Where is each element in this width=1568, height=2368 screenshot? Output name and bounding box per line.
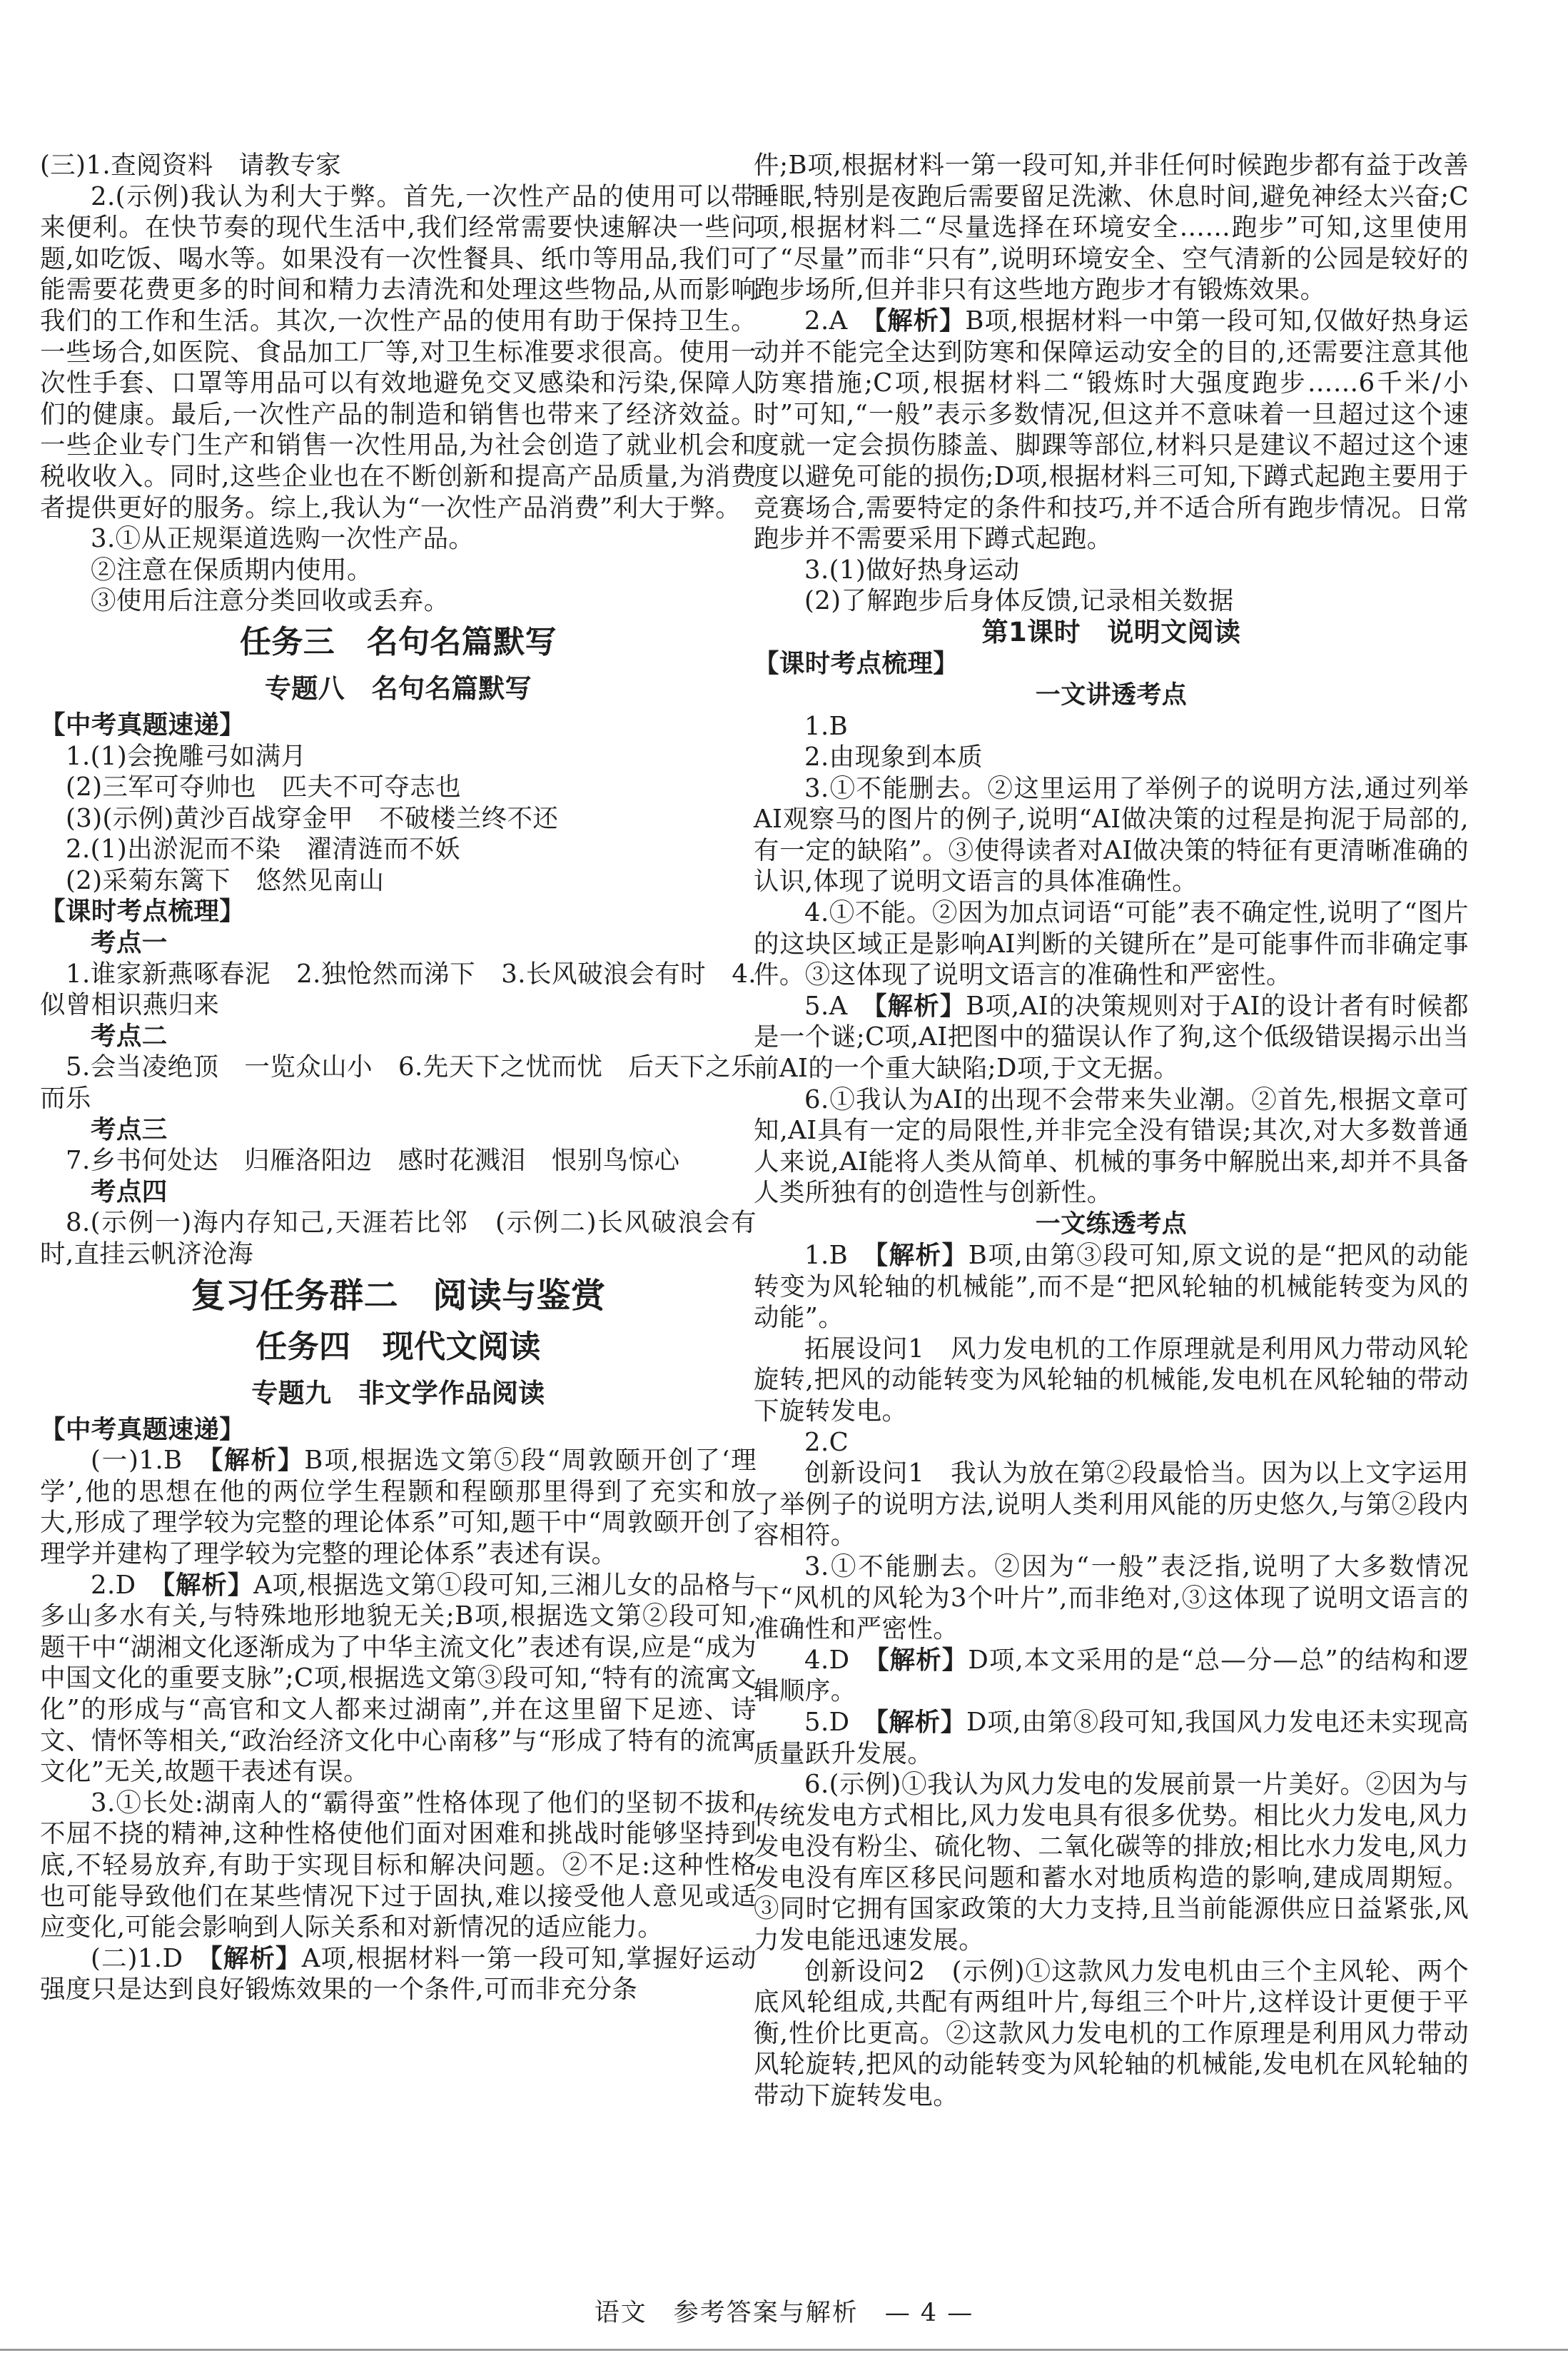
answer-paragraph: (2)了解跑步后身体反馈,记录相关数据 [804, 586, 1234, 616]
answer-line: 2.(1)出淤泥而不染 濯清涟而不妖 [66, 835, 460, 865]
analysis-label: 【解析】 [874, 306, 966, 336]
answer-line: (2)采菊东篱下 悠然见南山 [66, 865, 385, 895]
page-footer: 语文 参考答案与解析 — 4 — [594, 2299, 974, 2327]
analysis-label: 【解析】 [162, 1570, 254, 1600]
answer-paragraph: 2.由现象到本质 [804, 742, 983, 772]
key-point-label: 考点二 [91, 1021, 168, 1051]
section-tag: 【中考真题速递】 [40, 710, 246, 740]
analysis-text: B项,根据材料一中第一段可知,仅做好热身运动并不能完全达到防寒和保障运动安全的目的,还需要注意其他防寒措施;C项,根据材料二“锻炼时大强度跑步……6千米/小时”可知,“一般”表示多数情况,但这并不意味着一旦超过这个速度就一定会损伤膝盖、脚踝等部位,材料只是建议不超过这个速度以避免可能的损伤;D项,根据材料三可知,下蹲式起跑主要用于竞赛场合,需要特定的条件和技巧,并不适合所有跑步情况。日常跑步并不需要采用下蹲式起跑。 [754, 306, 1470, 554]
topic-heading: 专题九 非文学作品阅读 [251, 1377, 545, 1409]
answer-paragraph: 1.B [804, 711, 849, 741]
answer-paragraph: 3.①不能删去。②因为“一般”表泛指,说明了大多数情况下“风机的风轮为3个叶片”,而非绝对,③这体现了说明文语言的准确性和严密性。 [754, 1551, 1469, 1644]
task-group-heading: 复习任务群二 阅读与鉴赏 [191, 1275, 606, 1316]
task-heading: 任务四 现代文阅读 [256, 1328, 541, 1365]
section-tag: 【课时考点梳理】 [754, 648, 959, 678]
answer-line: 1.(1)会挽雕弓如满月 [66, 741, 307, 771]
answer-paragraph [40, 1445, 757, 1569]
analysis-text: D项,本文采用的是“总—分—总”的结构和逻辑顺序。 [754, 1645, 1470, 1706]
key-point-label: 考点四 [91, 1177, 168, 1206]
answer-line: 1.谁家新燕啄春泥 2.独怆然而涕下 3.长风破浪会有时 4.似曾相识燕归来 [40, 959, 757, 1020]
subsection-heading: 一文练透考点 [1035, 1210, 1188, 1239]
analysis-label: 【解析】 [210, 1446, 305, 1476]
analysis-text: D项,由第⑧段可知,我国风力发电还未实现高质量跃升发展。 [754, 1707, 1469, 1768]
answer-paragraph: 拓展设问1 风力发电机的工作原理就是利用风力带动风轮旋转,把风的动能转变为风轮轴的机械能,发电机在风轮轴的带动下旋转发电。 [754, 1334, 1469, 1426]
answer-paragraph [40, 1943, 757, 2005]
analysis-label: 【解析】 [874, 991, 966, 1021]
answer-label: 5.A [804, 991, 874, 1021]
right-column [754, 150, 1469, 2112]
answer-paragraph: 3.①不能删去。②这里运用了举例子的说明方法,通过列举AI观察马的图片的例子,说明“AI做决策的过程是拘泥于局部的,有一定的缺陷”。③使得读者对AI做决策的特征有更清晰准确的认识,体现了说明文语言的具体准确性。 [754, 773, 1469, 897]
answer-paragraph: 2.(示例)我认为利大于弊。首先,一次性产品的使用可以带来便利。在快节奏的现代生活中,我们经常需要快速解决一些问题,如吃饭、喝水等。如果没有一次性餐具、纸巾等用品,我们可能需要花费更多的时间和精力去清洗和处理这些物品,从而影响我们的工作和生活。其次,一次性产品的使用有助于保持卫生。一些场合,如医院、食品加工厂等,对卫生标准要求很高。使用一次性手套、口罩等用品可以有效地避免交叉感染和污染,保障人们的健康。最后,一次性产品的制造和销售也带来了经济效益。一些企业专门生产和销售一次性用品,为社会创造了就业机会和税收收入。同时,这些企业也在不断创新和提高产品质量,为消费者提供更好的服务。综上,我认为“一次性产品消费”利大于弊。 [40, 181, 757, 523]
answer-label: (二)1.D [91, 1943, 210, 1973]
answer-line: (2)三军可夺帅也 匹夫不可夺志也 [66, 772, 462, 802]
answer-paragraph [754, 991, 1469, 1084]
left-column [40, 150, 757, 2005]
answer-paragraph: 6.①我认为AI的出现不会带来失业潮。②首先,根据文章可知,AI具有一定的局限性,并非完全没有错误;其次,对大多数普通人来说,AI能将人类从简单、机械的事务中解脱出来,却并不具备人类所独有的创造性与创新性。 [754, 1084, 1469, 1208]
analysis-text: A项,根据选文第①段可知,三湘儿女的品格与多山多水有关,与特殊地形地貌无关;B项,根据选文第②段可知,题干中“湖湘文化逐渐成为了中华主流文化”表述有误,应是“成为中国文化的重要支脉”;C项,根据选文第③段可知,“特有的流寓文化”的形成与“高官和文人都来过湖南”,并在这里留下足迹、诗文、情怀等相关,“政治经济文化中心南移”与“形成了特有的流寓文化”无关,故题干表述有误。 [40, 1570, 757, 1787]
lesson-heading: 第1课时 说明文阅读 [981, 616, 1241, 648]
answer-paragraph: 3.(1)做好热身运动 [804, 555, 1020, 585]
analysis-label: 【解析】 [209, 1943, 302, 1973]
bottom-rule [0, 2349, 1568, 2351]
answer-paragraph [40, 1570, 757, 1788]
answer-label: 2.A [804, 306, 874, 336]
answer-label: 2.D [91, 1570, 163, 1600]
answer-line: (3)(示例)黄沙百战穿金甲 不破楼兰终不还 [66, 803, 559, 833]
answer-paragraph: 2.C [804, 1427, 849, 1457]
answer-paragraph: 4.①不能。②因为加点词语“可能”表不确定性,说明了“图片的这块区域正是影响AI判断的关键所在”是可能事件而非确定事件。③这体现了说明文语言的准确性和严密性。 [754, 898, 1469, 990]
analysis-text: B项,由第③段可知,原文说的是“把风的动能转变为风轮轴的机械能”,而不是“把风轮轴的机械能转变为风的动能”。 [754, 1241, 1469, 1333]
answer-paragraph: 3.①从正规渠道选购一次性产品。 [91, 524, 475, 554]
answer-paragraph [754, 1645, 1469, 1707]
analysis-label: 【解析】 [876, 1707, 966, 1737]
task-heading: 任务三 名句名篇默写 [240, 623, 557, 660]
analysis-label: 【解析】 [876, 1645, 968, 1675]
answer-label: (一)1.B [91, 1446, 211, 1476]
section-tag: 【中考真题速递】 [40, 1414, 246, 1444]
answer-text: 件;B项,根据材料一第一段可知,并非任何时候跑步都有益于改善睡眠,特别是夜跑后需要留足洗漱、休息时间,避免神经太兴奋;C项,根据材料二“尽量选择在环境安全……跑步”可知,这里使用了“尽量”而非“只有”,说明环境安全、空气清新的公园是较好的跑步场所,但并非只有这些地方跑步才有锻炼效果。 [754, 151, 1469, 305]
answer-line: 5.会当凌绝顶 一览众山小 6.先天下之忧而忧 后天下之乐而乐 [40, 1052, 757, 1114]
answer-line: 8.(示例一)海内存知己,天涯若比邻 (示例二)长风破浪会有时,直挂云帆济沧海 [40, 1208, 757, 1269]
answer-paragraph [754, 1707, 1469, 1769]
answer-paragraph: ③使用后注意分类回收或丢弃。 [91, 586, 450, 616]
subsection-heading: 一文讲透考点 [1035, 680, 1188, 710]
answer-label: 1.B [804, 1241, 876, 1270]
key-point-label: 考点一 [91, 928, 168, 958]
analysis-label: 【解析】 [875, 1241, 968, 1270]
answer-paragraph: 创新设问1 我认为放在第②段最恰当。因为以上文字运用了举例子的说明方法,说明人类利用风能的历史悠久,与第②段内容相符。 [754, 1458, 1469, 1551]
analysis-text: A项,根据材料一第一段可知,掌握好运动强度只是达到良好锻炼效果的一个条件,可而非充分条 [40, 1943, 757, 2005]
analysis-text: B项,根据选文第⑤段“周敦颐开创了‘理学’,他的思想在他的两位学生程颢和程颐那里得到了充实和放大,形成了理学较为完整的理论体系”可知,题干中“周敦颐开创了理学并建构了理学较为完整的理论体系”表述有误。 [40, 1446, 757, 1568]
answer-label: 5.D [804, 1707, 876, 1737]
answer-paragraph: 6.(示例)①我认为风力发电的发展前景一片美好。②因为与传统发电方式相比,风力发电具有很多优势。相比火力发电,风力发电没有粉尘、硫化物、二氧化碳等的排放;相比水力发电,风力发电没有库区移民问题和蓄水对地质构造的影响,建成周期短。③同时它拥有国家政策的大力支持,且当前能源供应日益紧张,风力发电能迅速发展。 [754, 1770, 1469, 1955]
answer-paragraph [754, 1240, 1469, 1334]
answer-paragraph: 创新设问2 (示例)①这款风力发电机由三个主风轮、两个底风轮组成,共配有两组叶片,每组三个叶片,这样设计更便于平衡,性价比更高。②这款风力发电机的工作原理是利用风力带动风轮旋转,把风的动能转变为风轮轴的机械能,发电机在风轮轴的带动下旋转发电。 [754, 1956, 1469, 2111]
answer-paragraph: ②注意在保质期内使用。 [91, 555, 373, 585]
answer-text: (三)1.查阅资料 请教专家 [40, 151, 342, 180]
answer-label: 4.D [804, 1645, 876, 1675]
analysis-text: B项,AI的决策规则对于AI的设计者有时候都是一个谜;C项,AI把图中的猫误认作了狗,这个低级错误揭示出当前AI的一个重大缺陷;D项,于文无据。 [754, 991, 1470, 1084]
answer-paragraph [754, 306, 1469, 555]
section-tag: 【课时考点梳理】 [40, 897, 246, 927]
topic-heading: 专题八 名句名篇默写 [265, 672, 532, 704]
answer-line: 7.乡书何处达 归雁洛阳边 感时花溅泪 恨别鸟惊心 [66, 1146, 680, 1176]
answer-paragraph: 3.①长处:湖南人的“霸得蛮”性格体现了他们的坚韧不拔和不屈不挠的精神,这种性格使他们面对困难和挑战时能够坚持到底,不轻易放弃,有助于实现目标和解决问题。②不足:这种性格也可能导致他们在某些情况下过于固执,难以接受他人意见或适应变化,可能会影响到人际关系和对新情况的适应能力。 [40, 1788, 757, 1943]
key-point-label: 考点三 [91, 1114, 168, 1144]
